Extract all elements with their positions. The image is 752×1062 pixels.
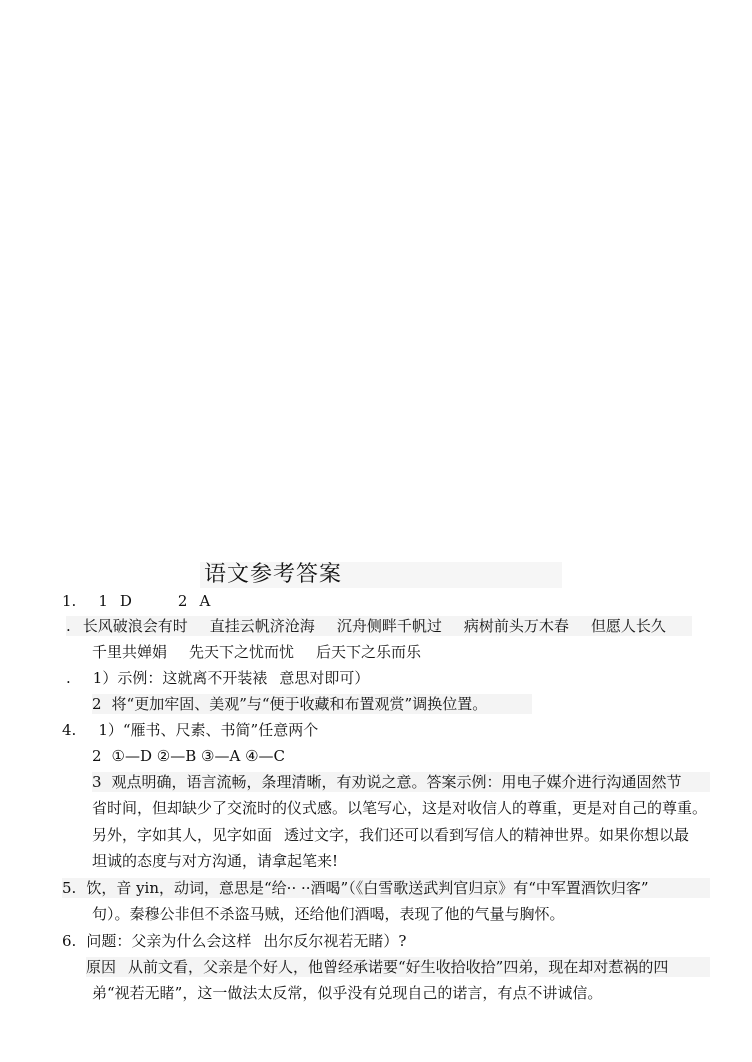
answer-text: 省时间，但却缺少了交流时的仪式感。以笔写心，这是对收信人的尊重，更是对自己的尊重。 (92, 799, 708, 817)
answer-text: 句）。秦穆公非但不杀盗马贼，还给他们酒喝，表现了他的气量与胸怀。 (92, 905, 565, 923)
answer-4-part-2 (92, 746, 285, 766)
poem-line: 病树前头万木春 (463, 617, 569, 635)
answer-2-line-1 (66, 616, 692, 636)
sub-number: 2 (92, 747, 102, 765)
poem-line: 沉舟侧畔千帆过 (336, 617, 442, 635)
sub-number: 1 (98, 592, 108, 610)
answer-5-line-2 (92, 904, 565, 924)
answer-text: 将“更加牢固、美观”与“便于收藏和布置观赏”调换位置。 (111, 695, 488, 713)
answer-text: 观点明确，语言流畅，条理清晰，有劝说之意。答案示例：用电子媒介进行沟通固然节 (111, 773, 682, 791)
answer-value: D (119, 592, 132, 610)
sub-number: 3 (92, 773, 102, 791)
reason-label: 原因 (86, 958, 117, 976)
answer-text: 另外，字如其人，见字如面 (92, 826, 273, 844)
answer-3-part-1 (66, 668, 369, 688)
poem-line: 千里共婵娟 (92, 643, 168, 661)
answer-text: 透过文字，我们还可以看到写信人的精神世界。如果你想以最 (284, 826, 690, 844)
answer-2-line-2 (92, 642, 421, 662)
matching-answers: ①—D ②—B ③—A ④—C (111, 747, 285, 765)
answer-4-part-1 (62, 720, 318, 740)
page-title: 语文参考答案 (204, 562, 343, 587)
question-number: 6. (62, 932, 77, 950)
poem-line: 先天下之忧而忧 (189, 643, 295, 661)
question-number: 5. (62, 879, 77, 897)
answer-4-part-3-line-1 (92, 772, 710, 792)
poem-line: 后天下之乐而乐 (316, 643, 422, 661)
sub-number: 2 (92, 695, 102, 713)
answer-text: 出尔反尔视若无睹）? (263, 932, 407, 950)
answer-6-reason-line-2 (92, 983, 602, 1003)
answer-text: 问题：父亲为什么会这样 (86, 932, 252, 950)
answer-6-question (62, 931, 406, 951)
answer-text: 饮，音 yin，动词，意思是“给·· ··酒喝”（《白雪歌送武判官归京》有“中军置酒饮归客” (86, 879, 649, 897)
answer-text: 坦诚的态度与对方沟通，请拿起笔来! (92, 852, 339, 870)
answer-text: 弟“视若无睹”，这一做法太反常，似乎没有兑现自己的诺言，有点不讲诚信。 (92, 984, 603, 1002)
answer-4-part-3-line-4 (92, 851, 338, 871)
answer-text: 从前文看，父亲是个好人，他曾经承诺要“好生收拾收拾”四弟，现在却对惹祸的四 (128, 958, 669, 976)
sub-number: 2 (177, 592, 188, 610)
question-number: . (66, 617, 71, 635)
question-number: 4. (62, 721, 77, 739)
answer-text: 1）“雁书、尺素、书简”任意两个 (98, 721, 319, 739)
answer-text: 意思对即可） (279, 669, 370, 687)
poem-line: 但愿人长久 (590, 617, 666, 635)
answer-1 (62, 591, 210, 611)
poem-line: 直挂云帆济沧海 (209, 617, 315, 635)
answer-5-line-1 (62, 878, 710, 898)
answer-value: A (199, 592, 211, 610)
answer-3-part-2 (92, 694, 532, 714)
answer-text: 1）示例：这就离不开装裱 (92, 669, 268, 687)
poem-line: 长风破浪会有时 (82, 617, 188, 635)
answer-4-part-3-line-2 (92, 798, 707, 818)
answer-4-part-3-line-3 (92, 825, 689, 845)
question-number: . (66, 669, 71, 687)
answer-6-reason-line-1 (86, 957, 710, 977)
question-number: 1. (62, 592, 77, 610)
